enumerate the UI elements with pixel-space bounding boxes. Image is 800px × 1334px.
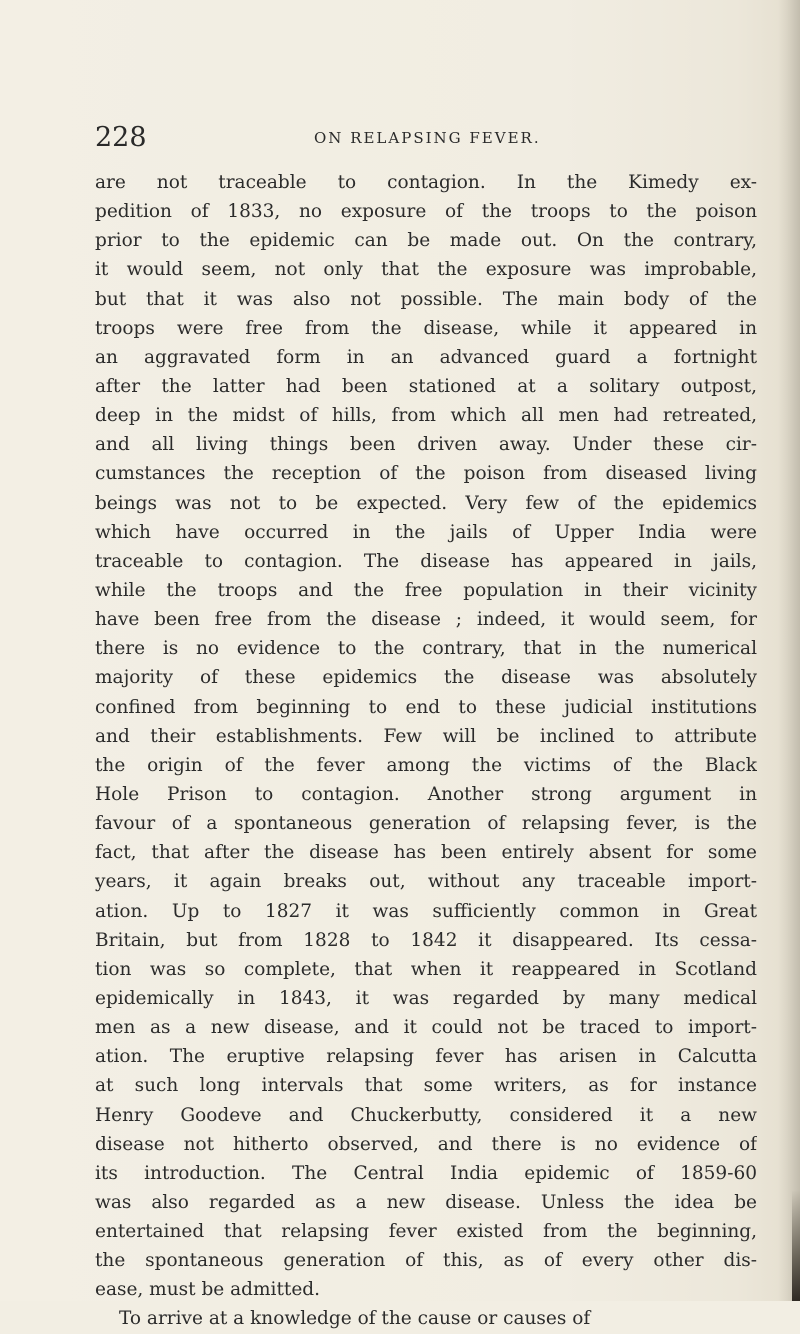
text-line: pedition of 1833, no exposure of the troops to the poison bbox=[95, 201, 757, 223]
text-line: To arrive at a knowledge of the cause or causes of bbox=[119, 1308, 591, 1330]
page-edge-shadow bbox=[778, 0, 800, 1301]
text-line: entertained that relapsing fever existed from the beginning, bbox=[95, 1221, 757, 1243]
text-line: but that it was also not possible. The main body of the bbox=[95, 288, 757, 310]
text-line: there is no evidence to the contrary, that in the numerical bbox=[95, 638, 757, 660]
page-number: 228 bbox=[95, 122, 147, 153]
text-line: it would seem, not only that the exposure was improbable, bbox=[95, 259, 757, 281]
text-line: and their establishments. Few will be inclined to attribute bbox=[95, 725, 757, 747]
text-line: deep in the midst of hills, from which all men had retreated, bbox=[95, 405, 757, 427]
text-line: the origin of the fever among the victims of the Black bbox=[95, 754, 757, 776]
text-line: have been free from the disease ; indeed, it would seem, for bbox=[95, 609, 757, 631]
page-header bbox=[95, 118, 755, 158]
text-line: confined from beginning to end to these judicial institutions bbox=[95, 696, 757, 718]
text-line: epidemically in 1843, it was regarded by many medical bbox=[95, 987, 757, 1009]
text-line: fact, that after the disease has been entirely absent for some bbox=[95, 842, 757, 864]
text-line: while the troops and the free population in their vicinity bbox=[95, 579, 757, 601]
text-line: an aggravated form in an advanced guard a fortnight bbox=[95, 346, 757, 368]
text-line: the spontaneous generation of this, as of every other dis- bbox=[95, 1250, 757, 1272]
text-line: disease not hitherto observed, and there is no evidence of bbox=[95, 1133, 757, 1155]
text-line: after the latter had been stationed at a solitary outpost, bbox=[95, 375, 757, 397]
text-line: which have occurred in the jails of Upper India were bbox=[95, 521, 757, 543]
text-line: Hole Prison to contagion. Another strong argument in bbox=[95, 783, 757, 805]
text-line: tion was so complete, that when it reappeared in Scotland bbox=[95, 958, 757, 980]
page-edge-dark bbox=[792, 1190, 800, 1301]
text-line: men as a new disease, and it could not be traced to import- bbox=[95, 1017, 757, 1039]
text-line: at such long intervals that some writers, as for instance bbox=[95, 1075, 757, 1097]
text-line: are not traceable to contagion. In the Kimedy ex- bbox=[95, 172, 757, 193]
body-text bbox=[95, 168, 757, 1334]
text-line: was also regarded as a new disease. Unless the idea be bbox=[95, 1191, 757, 1213]
text-line: troops were free from the disease, while it appeared in bbox=[95, 317, 757, 339]
text-line: beings was not to be expected. Very few of the epidemics bbox=[95, 492, 757, 514]
text-line: its introduction. The Central India epidemic of 1859-60 bbox=[95, 1162, 757, 1184]
text-line: ation. The eruptive relapsing fever has arisen in Calcutta bbox=[95, 1046, 757, 1068]
text-line: cumstances the reception of the poison from diseased living bbox=[95, 463, 757, 485]
text-line: Henry Goodeve and Chuckerbutty, considered it a new bbox=[95, 1104, 757, 1126]
text-line: traceable to contagion. The disease has appeared in jails, bbox=[95, 550, 757, 572]
text-line: majority of these epidemics the disease was absolutely bbox=[95, 667, 757, 689]
text-line: ease, must be admitted. bbox=[95, 1279, 320, 1301]
text-line: prior to the epidemic can be made out. On the contrary, bbox=[95, 230, 757, 252]
text-line: years, it again breaks out, without any traceable import- bbox=[95, 871, 757, 893]
text-line: Britain, but from 1828 to 1842 it disappeared. Its cessa- bbox=[95, 929, 757, 951]
text-line: and all living things been driven away. Under these cir- bbox=[95, 434, 757, 456]
text-line: ation. Up to 1827 it was sufficiently common in Great bbox=[95, 900, 757, 922]
running-head: ON RELAPSING FEVER. bbox=[314, 129, 541, 147]
text-line: favour of a spontaneous generation of relapsing fever, is the bbox=[95, 813, 757, 835]
